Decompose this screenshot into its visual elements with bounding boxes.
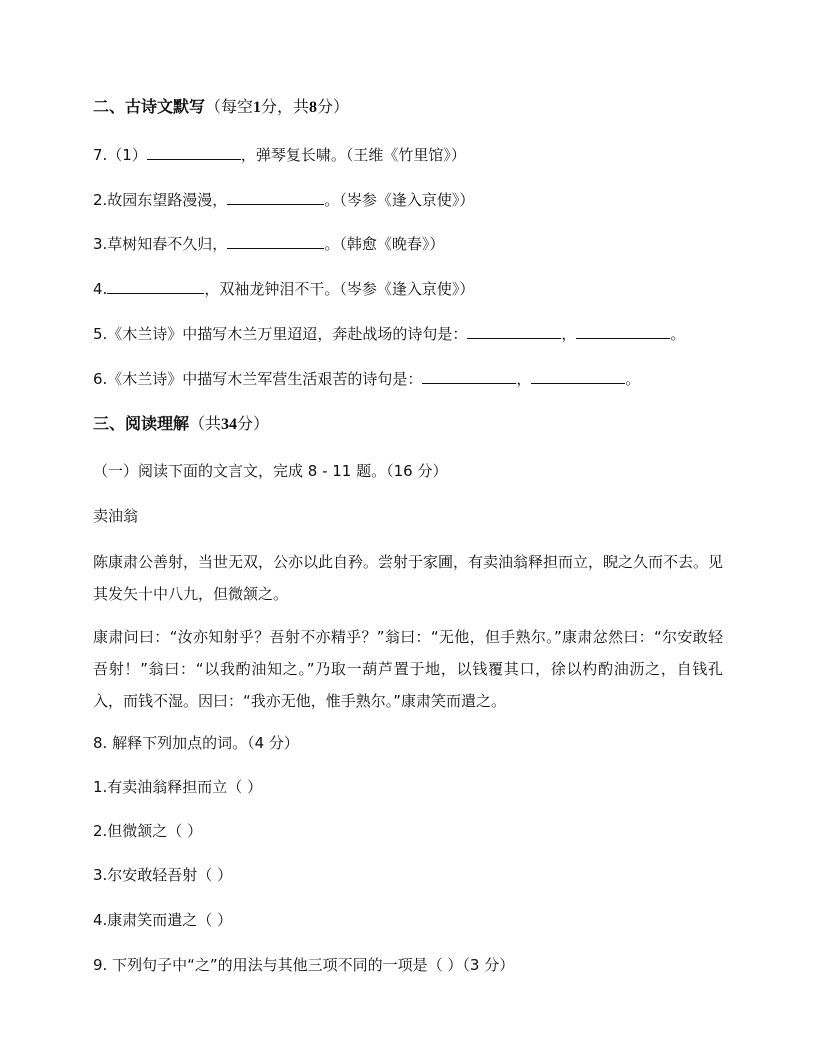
answer-blank-1[interactable]	[467, 323, 561, 339]
section-2-score-num2: 8	[309, 99, 318, 116]
answer-blank-1[interactable]	[422, 368, 516, 384]
section-3-score-num: 34	[221, 416, 238, 433]
section-2-score-num1: 1	[253, 99, 262, 116]
answer-blank-2[interactable]	[576, 323, 670, 339]
item-text-mid: ，	[516, 370, 532, 388]
item-text-after: 。（岑参《逢入京使》）	[324, 191, 475, 209]
question-8-item-3: 3.尔安敢轻吾射（ ）	[93, 866, 233, 884]
section-3-heading	[93, 414, 269, 435]
answer-blank[interactable]	[107, 278, 204, 294]
question-8-item-4: 4.康肃笑而遣之（ ）	[93, 911, 233, 929]
item-text-before: 2.故园东望路漫漫，	[93, 191, 228, 209]
answer-blank-2[interactable]	[531, 368, 625, 384]
passage-paragraph-2: 康肃问曰：“汝亦知射乎？吾射不亦精乎？”翁曰：“无他，但手熟尔。”康肃忿然曰：“尔安敢轻吾射！”翁曰：“以我酌油知之。”乃取一葫芦置于地，以钱覆其口，徐以杓酌油沥之，自钱孔入，而钱不湿。因曰：“我亦无他，惟手熟尔。”康肃笑而遣之。	[93, 628, 723, 710]
answer-blank[interactable]	[227, 233, 324, 249]
section-2-score-close: 分）	[317, 97, 350, 116]
answer-blank[interactable]	[227, 189, 324, 205]
recitation-item-6	[93, 368, 640, 389]
question-8-item-1: 1.有卖油翁释担而立（ ）	[93, 778, 263, 796]
passage-paragraph-1: 陈康肃公善射，当世无双，公亦以此自矜。尝射于家圃，有卖油翁释担而立，睨之久而不去。见其发矢十中八九，但微颔之。	[93, 553, 724, 603]
question-8-item-2: 2.但微颔之（ ）	[93, 822, 203, 840]
section-2-heading	[93, 97, 349, 118]
recitation-item-7-1	[93, 144, 466, 165]
question-8-prompt: 8. 解释下列加点的词。（4 分）	[93, 734, 299, 752]
item-text-before: 3.草树知春不久归，	[93, 235, 228, 253]
section-2-score-open: （每空	[205, 97, 254, 116]
item-text-after: 。	[670, 325, 686, 343]
recitation-item-2	[93, 189, 474, 210]
answer-blank[interactable]	[147, 144, 241, 160]
section-2-score-mid: 分，共	[261, 97, 310, 116]
question-9-prompt: 9. 下列句子中“之”的用法与其他三项不同的一项是（ ）（3 分）	[93, 956, 515, 974]
item-text-after: 。	[625, 370, 641, 388]
reading-sub-heading: （一）阅读下面的文言文，完成 8 - 11 题。（16 分）	[93, 462, 448, 480]
item-text-before: 7.（1）	[93, 146, 147, 164]
item-text-mid: ，	[561, 325, 577, 343]
item-text-before: 4.	[93, 280, 108, 298]
recitation-item-3	[93, 233, 444, 254]
item-text-before: 5.《木兰诗》中描写木兰万里迢迢，奔赴战场的诗句是：	[93, 325, 468, 343]
item-text-after: 。（韩愈《晚春》）	[324, 235, 445, 253]
section-3-score-close: 分）	[237, 414, 270, 433]
section-2-title: 二、古诗文默写	[93, 97, 206, 116]
passage-title: 卖油翁	[93, 507, 139, 525]
recitation-item-5	[93, 323, 685, 344]
item-text-before: 6.《木兰诗》中描写木兰军营生活艰苦的诗句是：	[93, 370, 423, 388]
item-text-after: ，弹琴复长啸。（王维《竹里馆》）	[240, 146, 466, 164]
section-3-score-open: （共	[189, 414, 222, 433]
section-3-title: 三、阅读理解	[93, 414, 190, 433]
item-text-after: ，双袖龙钟泪不干。（岑参《逢入京使》）	[204, 280, 475, 298]
recitation-item-4	[93, 278, 474, 299]
